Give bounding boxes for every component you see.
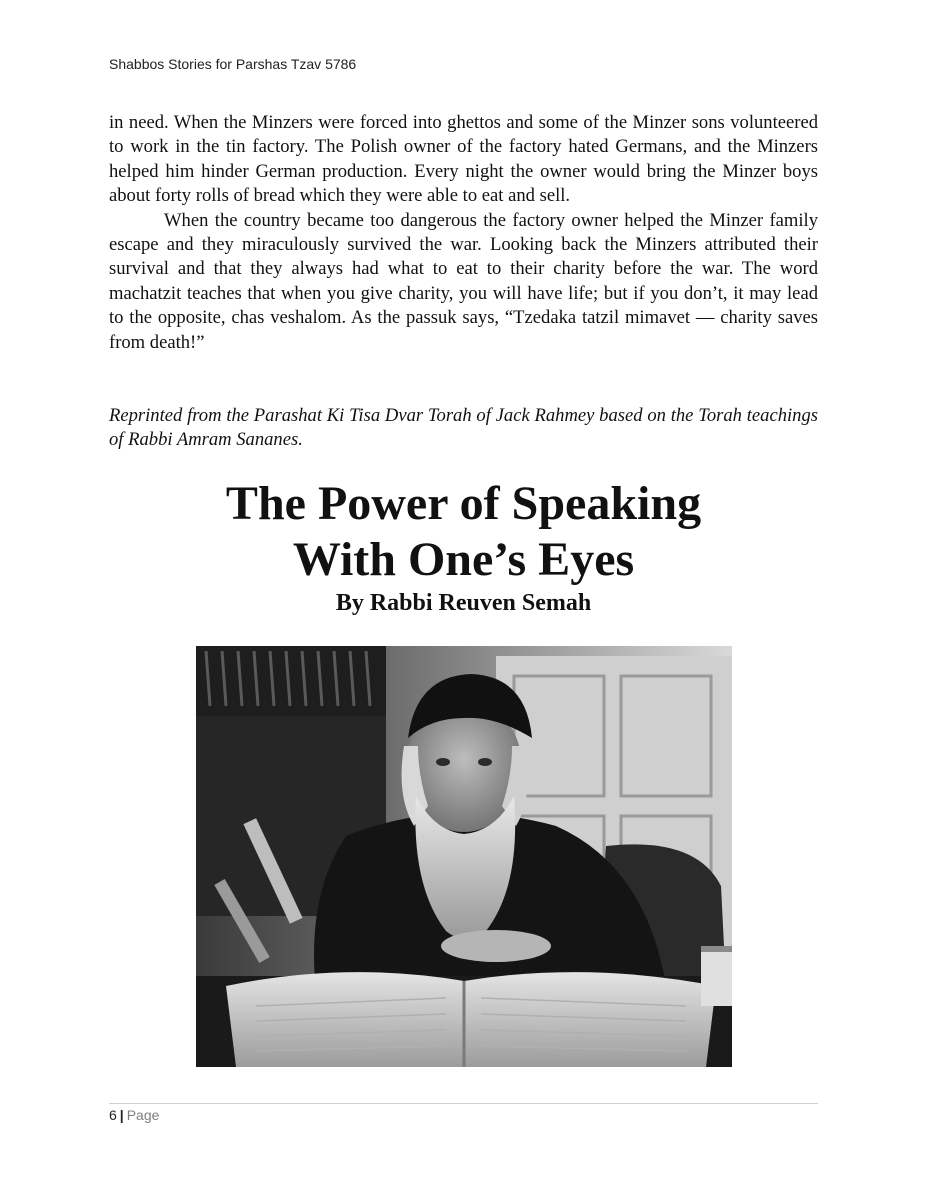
footer-separator: | xyxy=(119,1107,124,1123)
page-label: Page xyxy=(126,1107,160,1123)
running-header: Shabbos Stories for Parshas Tzav 5786 xyxy=(109,56,357,72)
reprint-note: Reprinted from the Parashat Ki Tisa Dvar Torah of Jack Rahmey based on the Torah teachings of Rabbi Amram Sananes. xyxy=(109,405,818,451)
title-line-1: The Power of Speaking xyxy=(225,477,702,530)
body-paragraph-1: in need. When the Minzers were forced into ghettos and some of the Minzer sons volunteered to work in the tin factory. The Polish owner of the factory hated Germans, and the Minzers helped him hinder German production. Every night the owner would bring the Minzer boys about forty rolls of bread which they were able to eat and sell. xyxy=(109,112,818,207)
article-title xyxy=(0,476,927,588)
page-footer xyxy=(109,1107,159,1123)
title-line-2: With One’s Eyes xyxy=(292,533,635,586)
article-body xyxy=(109,111,818,355)
article-byline: By Rabbi Reuven Semah xyxy=(335,590,592,616)
rabbi-photo xyxy=(196,646,732,1067)
body-paragraph-2: When the country became too dangerous the factory owner helped the Minzer family escape and they miraculously survived the war. Looking back the Minzers attributed their survival and that they always had what to eat to their charity before the war. The word machatzit teaches that when you give charity, you will have life; but if you don’t, it may lead to the opposite, chas veshalom. As the passuk says, “Tzedaka tatzil mimavet — charity saves from death!” xyxy=(109,209,818,353)
page-number: 6 xyxy=(109,1107,117,1123)
footer-divider xyxy=(109,1103,818,1104)
